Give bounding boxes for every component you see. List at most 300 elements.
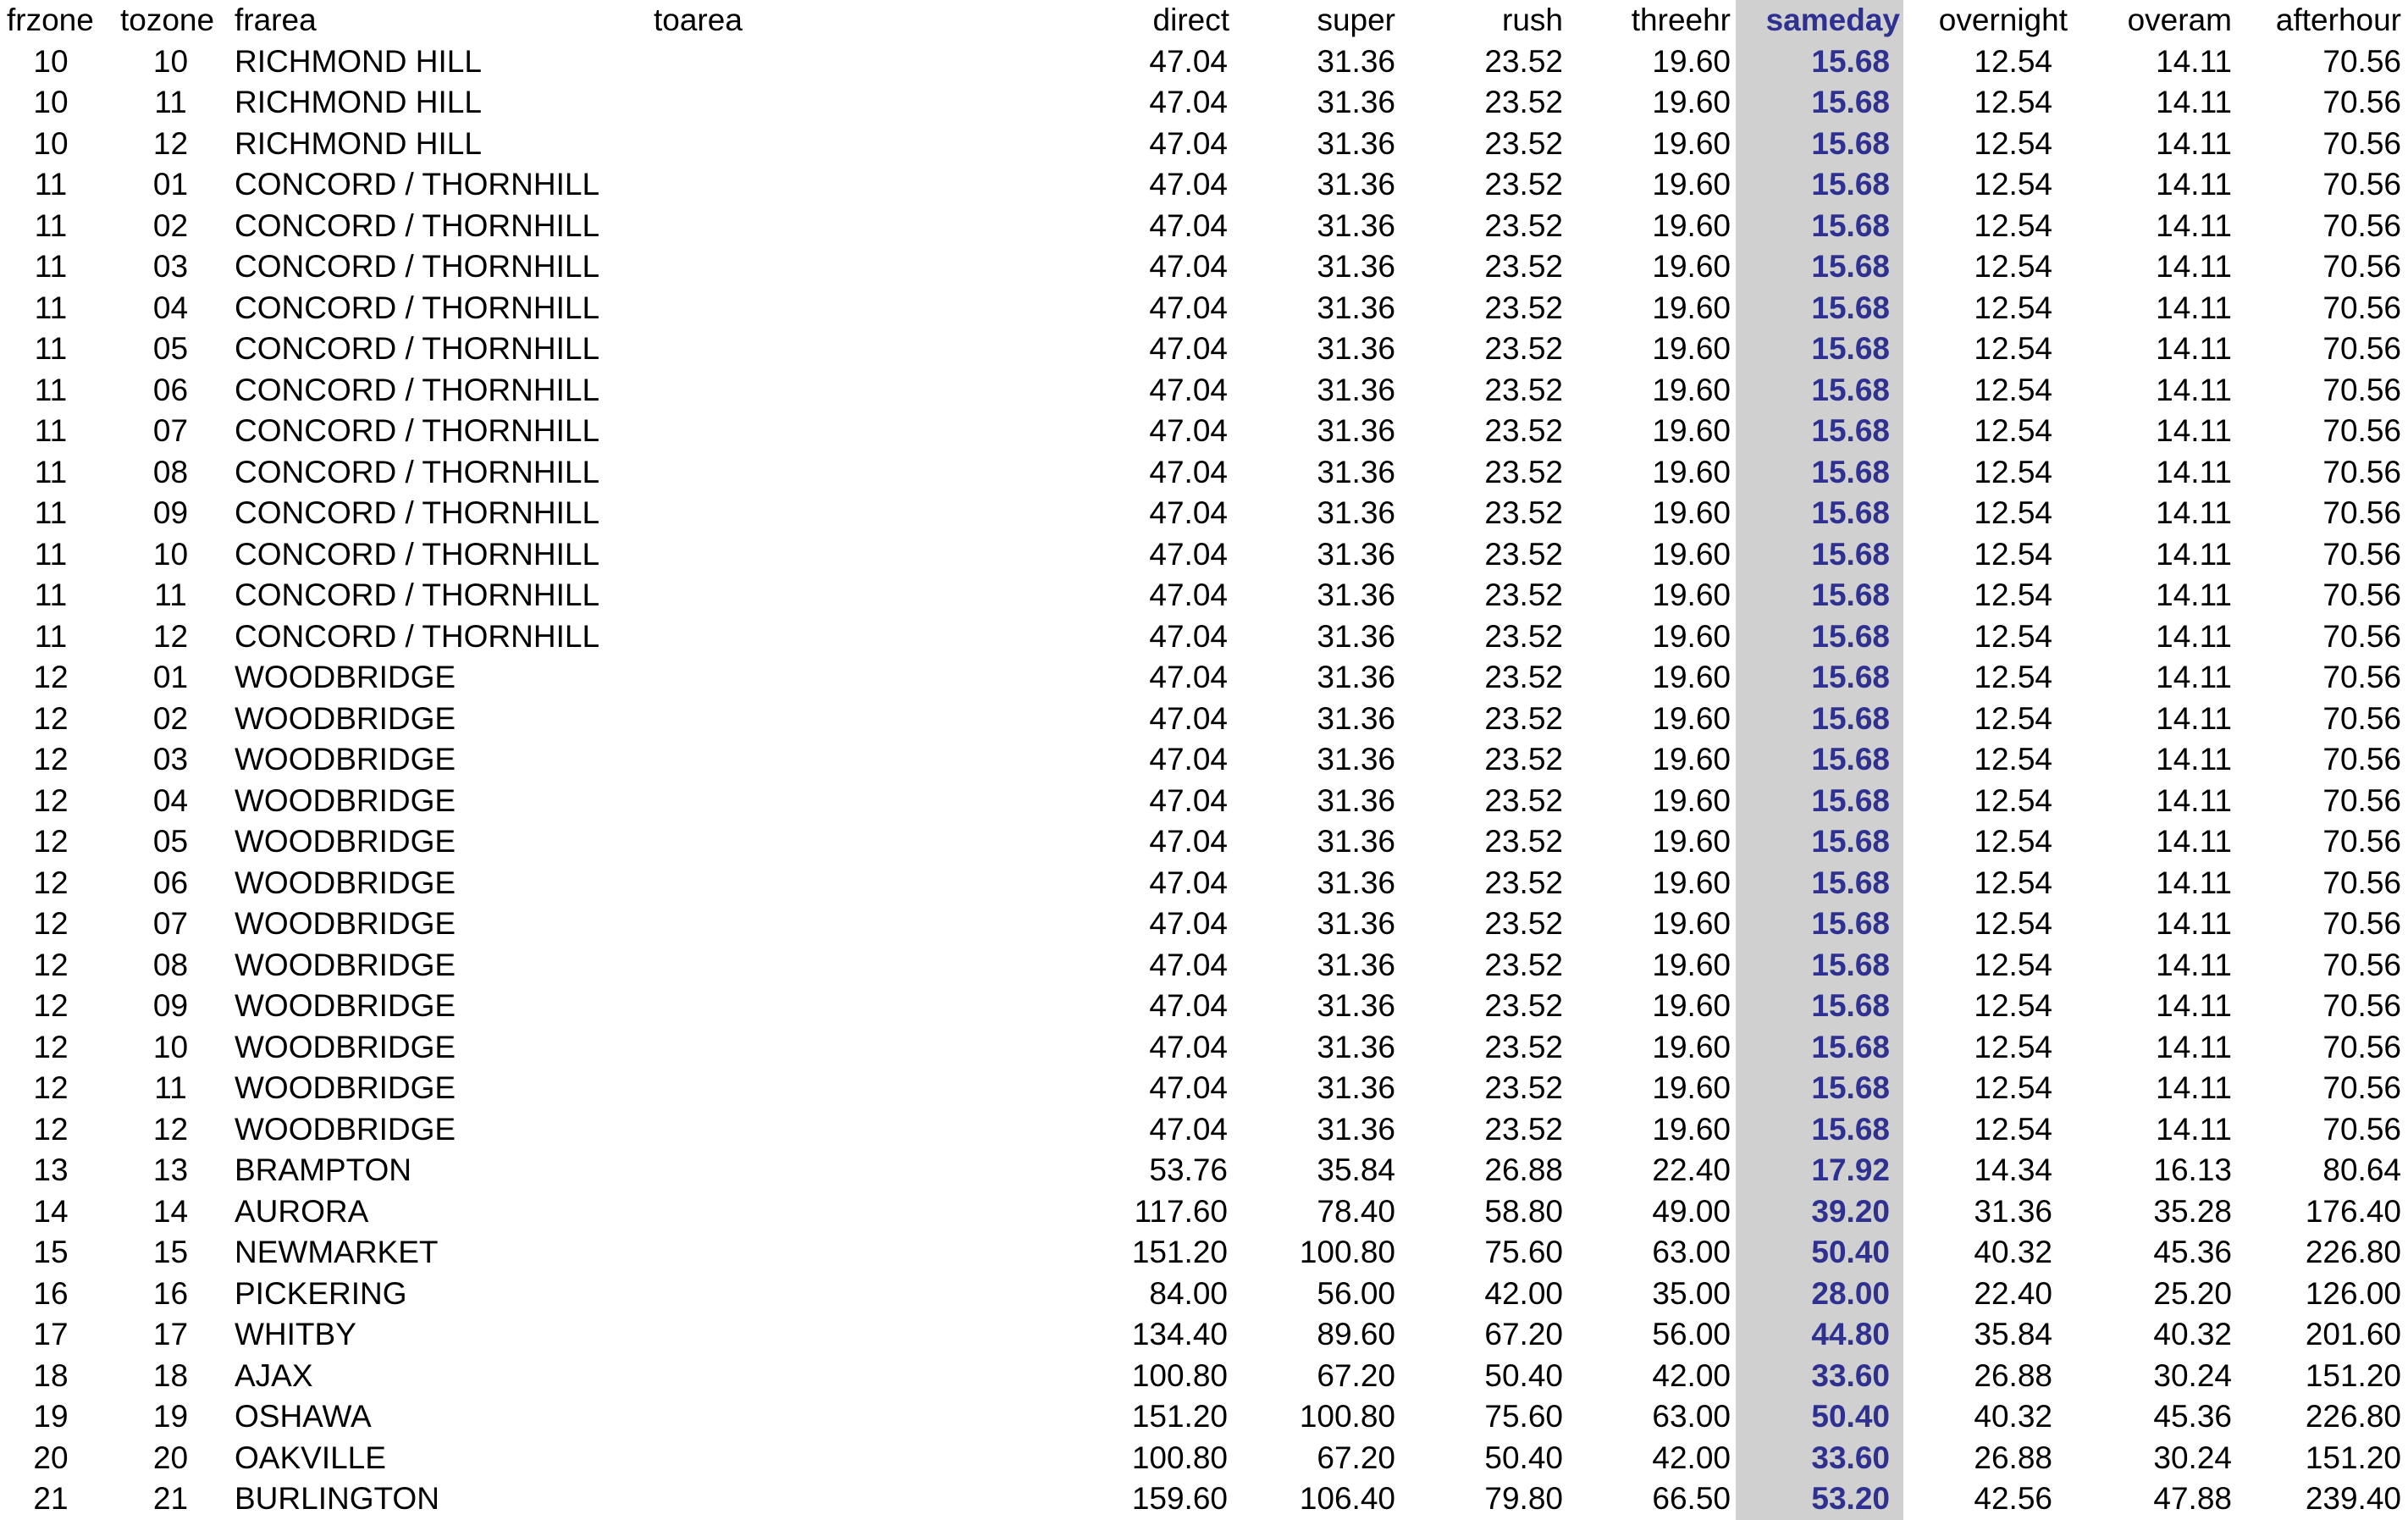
cell-overnight[interactable]: 12.54 — [1974, 1070, 2052, 1105]
cell-direct[interactable]: 47.04 — [1149, 85, 1228, 119]
cell-sameday[interactable]: 39.20 — [1811, 1193, 1890, 1229]
cell-tozone[interactable]: 12 — [152, 1111, 189, 1147]
cell-tozone[interactable]: 11 — [154, 578, 187, 612]
cell-frarea[interactable]: CONCORD / THORNHILL — [235, 413, 600, 448]
cell-super[interactable]: 67.20 — [1317, 1357, 1395, 1393]
cell-afterhour[interactable]: 239.40 — [2305, 1481, 2401, 1516]
cell-frzone[interactable]: 12 — [33, 824, 69, 859]
cell-overnight[interactable]: 12.54 — [1974, 331, 2052, 366]
cell-threehr[interactable]: 19.60 — [1652, 660, 1731, 694]
cell-direct[interactable]: 134.40 — [1131, 1317, 1228, 1351]
cell-frzone[interactable]: 12 — [33, 1029, 69, 1064]
cell-rush[interactable]: 79.80 — [1484, 1481, 1563, 1516]
cell-overnight[interactable]: 12.54 — [1974, 660, 2052, 694]
cell-overnight[interactable]: 12.54 — [1974, 782, 2052, 818]
cell-rush[interactable]: 23.52 — [1484, 700, 1563, 736]
cell-frarea[interactable]: CONCORD / THORNHILL — [235, 249, 600, 284]
cell-overam[interactable]: 45.36 — [2153, 1399, 2232, 1434]
cell-super[interactable]: 100.80 — [1299, 1235, 1395, 1269]
cell-overam[interactable]: 16.13 — [2153, 1152, 2232, 1187]
cell-toarea[interactable] — [654, 452, 1060, 494]
cell-threehr[interactable]: 42.00 — [1652, 1440, 1731, 1475]
cell-super[interactable]: 78.40 — [1317, 1193, 1395, 1229]
cell-overnight[interactable]: 12.54 — [1974, 988, 2052, 1023]
cell-threehr[interactable]: 19.60 — [1652, 43, 1731, 79]
cell-tozone[interactable]: 11 — [154, 85, 187, 119]
cell-frzone[interactable]: 17 — [33, 1317, 69, 1351]
cell-overnight[interactable]: 12.54 — [1974, 167, 2052, 202]
cell-overam[interactable]: 35.28 — [2153, 1193, 2232, 1229]
cell-frarea[interactable]: WOODBRIDGE — [235, 1029, 456, 1064]
cell-sameday[interactable]: 15.68 — [1811, 43, 1890, 79]
cell-tozone[interactable]: 10 — [152, 1029, 189, 1064]
cell-threehr[interactable]: 19.60 — [1652, 413, 1731, 448]
cell-overam[interactable]: 14.11 — [2156, 742, 2232, 777]
cell-frzone[interactable]: 10 — [33, 125, 69, 161]
cell-rush[interactable]: 23.52 — [1484, 85, 1563, 119]
cell-direct[interactable]: 47.04 — [1149, 1111, 1228, 1147]
cell-overam[interactable]: 14.11 — [2156, 413, 2232, 448]
cell-frarea[interactable]: CONCORD / THORNHILL — [235, 167, 600, 202]
cell-tozone[interactable]: 10 — [152, 536, 189, 572]
cell-frarea[interactable]: PICKERING — [235, 1275, 407, 1311]
cell-frarea[interactable]: WOODBRIDGE — [235, 660, 456, 694]
cell-overam[interactable]: 14.11 — [2156, 660, 2232, 694]
cell-direct[interactable]: 47.04 — [1149, 454, 1228, 489]
cell-super[interactable]: 31.36 — [1317, 782, 1395, 818]
cell-frzone[interactable]: 11 — [34, 331, 68, 366]
cell-frzone[interactable]: 12 — [33, 660, 69, 694]
cell-tozone[interactable]: 06 — [152, 865, 189, 900]
cell-direct[interactable]: 47.04 — [1149, 331, 1228, 366]
cell-overam[interactable]: 14.11 — [2156, 43, 2232, 79]
cell-sameday[interactable]: 15.68 — [1811, 125, 1890, 161]
cell-rush[interactable]: 23.52 — [1484, 660, 1563, 694]
cell-afterhour[interactable]: 70.56 — [2322, 947, 2401, 982]
cell-direct[interactable]: 47.04 — [1149, 618, 1228, 654]
cell-direct[interactable]: 47.04 — [1149, 947, 1228, 982]
cell-afterhour[interactable]: 70.56 — [2322, 43, 2401, 79]
cell-frzone[interactable]: 19 — [33, 1399, 69, 1434]
header-threehr[interactable]: threehr — [1631, 3, 1731, 37]
cell-overam[interactable]: 14.11 — [2156, 167, 2232, 202]
cell-rush[interactable]: 23.52 — [1484, 125, 1563, 161]
cell-frarea[interactable]: CONCORD / THORNHILL — [235, 207, 600, 243]
cell-afterhour[interactable]: 70.56 — [2322, 578, 2401, 612]
cell-frarea[interactable]: WOODBRIDGE — [235, 1111, 456, 1147]
cell-frarea[interactable]: WOODBRIDGE — [235, 988, 456, 1023]
cell-sameday[interactable]: 15.68 — [1811, 782, 1890, 818]
cell-frarea[interactable]: WOODBRIDGE — [235, 824, 456, 859]
cell-overnight[interactable]: 12.54 — [1974, 536, 2052, 572]
cell-overnight[interactable]: 12.54 — [1974, 947, 2052, 982]
cell-frzone[interactable]: 11 — [34, 454, 68, 489]
cell-sameday[interactable]: 15.68 — [1811, 865, 1890, 900]
cell-toarea[interactable] — [654, 863, 1060, 904]
cell-overnight[interactable]: 12.54 — [1974, 578, 2052, 612]
cell-super[interactable]: 106.40 — [1299, 1481, 1395, 1516]
cell-rush[interactable]: 23.52 — [1484, 167, 1563, 202]
cell-overnight[interactable]: 35.84 — [1974, 1317, 2052, 1351]
cell-threehr[interactable]: 19.60 — [1652, 947, 1731, 982]
cell-overam[interactable]: 14.11 — [2156, 824, 2232, 859]
cell-direct[interactable]: 47.04 — [1149, 988, 1228, 1023]
cell-super[interactable]: 31.36 — [1317, 906, 1395, 941]
cell-overnight[interactable]: 12.54 — [1974, 700, 2052, 736]
cell-threehr[interactable]: 19.60 — [1652, 249, 1731, 284]
cell-tozone[interactable]: 12 — [152, 125, 189, 161]
cell-direct[interactable]: 47.04 — [1149, 1070, 1228, 1105]
cell-tozone[interactable]: 16 — [152, 1275, 189, 1311]
cell-toarea[interactable] — [654, 1150, 1060, 1191]
cell-overnight[interactable]: 12.54 — [1974, 824, 2052, 859]
cell-super[interactable]: 31.36 — [1317, 618, 1395, 654]
cell-toarea[interactable] — [654, 1479, 1060, 1520]
cell-tozone[interactable]: 08 — [152, 454, 189, 489]
cell-afterhour[interactable]: 70.56 — [2322, 865, 2401, 900]
cell-tozone[interactable]: 15 — [152, 1235, 189, 1269]
cell-sameday[interactable]: 15.68 — [1811, 290, 1890, 325]
cell-overam[interactable]: 14.11 — [2156, 906, 2232, 941]
cell-rush[interactable]: 23.52 — [1484, 207, 1563, 243]
cell-direct[interactable]: 53.76 — [1149, 1152, 1228, 1187]
cell-direct[interactable]: 117.60 — [1134, 1193, 1228, 1229]
cell-tozone[interactable]: 21 — [152, 1481, 189, 1516]
cell-tozone[interactable]: 05 — [152, 824, 189, 859]
cell-overnight[interactable]: 12.54 — [1974, 207, 2052, 243]
cell-direct[interactable]: 47.04 — [1149, 372, 1228, 407]
header-rush[interactable]: rush — [1502, 3, 1563, 37]
cell-afterhour[interactable]: 151.20 — [2305, 1440, 2401, 1475]
cell-threehr[interactable]: 19.60 — [1652, 207, 1731, 243]
cell-overam[interactable]: 14.11 — [2156, 947, 2232, 982]
cell-frarea[interactable]: BURLINGTON — [235, 1481, 439, 1516]
cell-afterhour[interactable]: 70.56 — [2322, 413, 2401, 448]
cell-direct[interactable]: 47.04 — [1149, 167, 1228, 202]
cell-frarea[interactable]: WOODBRIDGE — [235, 742, 456, 777]
cell-rush[interactable]: 23.52 — [1484, 865, 1563, 900]
cell-overam[interactable]: 14.11 — [2156, 1029, 2232, 1064]
cell-threehr[interactable]: 19.60 — [1652, 988, 1731, 1023]
cell-threehr[interactable]: 42.00 — [1652, 1357, 1731, 1393]
cell-threehr[interactable]: 19.60 — [1652, 125, 1731, 161]
cell-tozone[interactable]: 09 — [152, 495, 189, 530]
header-frarea[interactable]: frarea — [235, 3, 317, 37]
cell-tozone[interactable]: 12 — [152, 618, 189, 654]
cell-threehr[interactable]: 19.60 — [1652, 700, 1731, 736]
cell-direct[interactable]: 47.04 — [1149, 249, 1228, 284]
cell-rush[interactable]: 23.52 — [1484, 988, 1563, 1023]
cell-toarea[interactable] — [654, 493, 1060, 534]
cell-tozone[interactable]: 19 — [152, 1399, 189, 1434]
cell-direct[interactable]: 47.04 — [1149, 906, 1228, 941]
cell-direct[interactable]: 84.00 — [1149, 1275, 1228, 1311]
cell-afterhour[interactable]: 176.40 — [2305, 1193, 2401, 1229]
cell-frzone[interactable]: 11 — [34, 290, 68, 325]
cell-toarea[interactable] — [654, 781, 1060, 822]
cell-rush[interactable]: 58.80 — [1484, 1193, 1563, 1229]
cell-toarea[interactable] — [654, 1027, 1060, 1069]
cell-afterhour[interactable]: 80.64 — [2322, 1152, 2401, 1187]
cell-overnight[interactable]: 12.54 — [1974, 43, 2052, 79]
cell-frzone[interactable]: 18 — [33, 1357, 69, 1393]
cell-afterhour[interactable]: 201.60 — [2305, 1317, 2401, 1351]
cell-afterhour[interactable]: 70.56 — [2322, 1070, 2401, 1105]
cell-frzone[interactable]: 12 — [33, 865, 69, 900]
cell-direct[interactable]: 47.04 — [1149, 413, 1228, 448]
cell-threehr[interactable]: 19.60 — [1652, 372, 1731, 407]
cell-toarea[interactable] — [654, 206, 1060, 247]
cell-sameday[interactable]: 15.68 — [1811, 249, 1890, 284]
cell-frzone[interactable]: 10 — [33, 85, 69, 119]
cell-afterhour[interactable]: 70.56 — [2322, 125, 2401, 161]
cell-super[interactable]: 31.36 — [1317, 742, 1395, 777]
cell-sameday[interactable]: 28.00 — [1811, 1275, 1890, 1311]
cell-frzone[interactable]: 12 — [33, 700, 69, 736]
cell-frarea[interactable]: CONCORD / THORNHILL — [235, 454, 600, 489]
cell-rush[interactable]: 75.60 — [1484, 1399, 1563, 1434]
cell-direct[interactable]: 100.80 — [1131, 1440, 1228, 1475]
cell-super[interactable]: 100.80 — [1299, 1399, 1395, 1434]
cell-afterhour[interactable]: 70.56 — [2322, 167, 2401, 202]
cell-frarea[interactable]: CONCORD / THORNHILL — [235, 290, 600, 325]
cell-frzone[interactable]: 11 — [34, 413, 68, 448]
cell-rush[interactable]: 23.52 — [1484, 43, 1563, 79]
cell-super[interactable]: 67.20 — [1317, 1440, 1395, 1475]
cell-super[interactable]: 31.36 — [1317, 495, 1395, 530]
cell-afterhour[interactable]: 70.56 — [2322, 290, 2401, 325]
cell-overnight[interactable]: 40.32 — [1974, 1235, 2052, 1269]
cell-direct[interactable]: 47.04 — [1149, 43, 1228, 79]
cell-rush[interactable]: 23.52 — [1484, 824, 1563, 859]
cell-overam[interactable]: 30.24 — [2153, 1357, 2232, 1393]
cell-sameday[interactable]: 15.68 — [1811, 1029, 1890, 1064]
cell-overnight[interactable]: 22.40 — [1974, 1275, 2052, 1311]
cell-sameday[interactable]: 15.68 — [1811, 1111, 1890, 1147]
cell-afterhour[interactable]: 70.56 — [2322, 824, 2401, 859]
cell-sameday[interactable]: 50.40 — [1811, 1235, 1890, 1269]
cell-threehr[interactable]: 66.50 — [1652, 1481, 1731, 1516]
cell-overam[interactable]: 14.11 — [2156, 700, 2232, 736]
cell-frarea[interactable]: CONCORD / THORNHILL — [235, 372, 600, 407]
cell-overnight[interactable]: 40.32 — [1974, 1399, 2052, 1434]
cell-overam[interactable]: 14.11 — [2156, 125, 2232, 161]
cell-tozone[interactable]: 13 — [152, 1152, 189, 1187]
cell-frarea[interactable]: WOODBRIDGE — [235, 906, 456, 941]
cell-overam[interactable]: 47.88 — [2153, 1481, 2232, 1516]
cell-frzone[interactable]: 13 — [33, 1152, 69, 1187]
cell-super[interactable]: 31.36 — [1317, 1029, 1395, 1064]
cell-frarea[interactable]: OAKVILLE — [235, 1440, 386, 1475]
cell-super[interactable]: 31.36 — [1317, 85, 1395, 119]
cell-sameday[interactable]: 33.60 — [1811, 1357, 1890, 1393]
cell-tozone[interactable]: 01 — [152, 660, 189, 694]
cell-sameday[interactable]: 15.68 — [1811, 618, 1890, 654]
cell-toarea[interactable] — [654, 1314, 1060, 1356]
cell-overam[interactable]: 14.11 — [2156, 372, 2232, 407]
cell-toarea[interactable] — [654, 657, 1060, 699]
cell-frarea[interactable]: BRAMPTON — [235, 1152, 412, 1187]
cell-toarea[interactable] — [654, 1274, 1060, 1315]
cell-afterhour[interactable]: 70.56 — [2322, 742, 2401, 777]
cell-overam[interactable]: 25.20 — [2153, 1275, 2232, 1311]
cell-toarea[interactable] — [654, 821, 1060, 863]
cell-frarea[interactable]: WHITBY — [235, 1317, 356, 1351]
cell-super[interactable]: 31.36 — [1317, 1111, 1395, 1147]
cell-super[interactable]: 31.36 — [1317, 536, 1395, 572]
cell-super[interactable]: 31.36 — [1317, 249, 1395, 284]
cell-frzone[interactable]: 11 — [34, 536, 68, 572]
cell-rush[interactable]: 67.20 — [1484, 1317, 1563, 1351]
cell-afterhour[interactable]: 70.56 — [2322, 1029, 2401, 1064]
cell-rush[interactable]: 26.88 — [1484, 1152, 1563, 1187]
cell-overnight[interactable]: 12.54 — [1974, 85, 2052, 119]
cell-frzone[interactable]: 16 — [33, 1275, 69, 1311]
cell-overam[interactable]: 14.11 — [2156, 85, 2232, 119]
cell-sameday[interactable]: 33.60 — [1811, 1440, 1890, 1475]
cell-toarea[interactable] — [654, 288, 1060, 329]
cell-overam[interactable]: 30.24 — [2153, 1440, 2232, 1475]
cell-super[interactable]: 89.60 — [1317, 1317, 1395, 1351]
cell-afterhour[interactable]: 70.56 — [2322, 85, 2401, 119]
cell-overam[interactable]: 14.11 — [2156, 454, 2232, 489]
cell-toarea[interactable] — [654, 1396, 1060, 1438]
cell-tozone[interactable]: 06 — [152, 372, 189, 407]
cell-direct[interactable]: 47.04 — [1149, 536, 1228, 572]
cell-direct[interactable]: 47.04 — [1149, 495, 1228, 530]
cell-sameday[interactable]: 15.68 — [1811, 536, 1890, 572]
cell-super[interactable]: 31.36 — [1317, 413, 1395, 448]
cell-sameday[interactable]: 15.68 — [1811, 413, 1890, 448]
cell-frarea[interactable]: WOODBRIDGE — [235, 947, 456, 982]
cell-super[interactable]: 31.36 — [1317, 167, 1395, 202]
cell-overnight[interactable]: 31.36 — [1974, 1193, 2052, 1229]
cell-frzone[interactable]: 20 — [33, 1440, 69, 1475]
cell-super[interactable]: 31.36 — [1317, 824, 1395, 859]
cell-afterhour[interactable]: 70.56 — [2322, 207, 2401, 243]
cell-overam[interactable]: 14.11 — [2156, 988, 2232, 1023]
cell-frzone[interactable]: 14 — [33, 1193, 69, 1229]
cell-threehr[interactable]: 19.60 — [1652, 1070, 1731, 1105]
header-frzone[interactable]: frzone — [7, 3, 94, 37]
cell-super[interactable]: 35.84 — [1317, 1152, 1395, 1187]
cell-super[interactable]: 31.36 — [1317, 865, 1395, 900]
cell-tozone[interactable]: 18 — [152, 1357, 189, 1393]
cell-toarea[interactable] — [654, 164, 1060, 206]
cell-overam[interactable]: 14.11 — [2156, 536, 2232, 572]
cell-tozone[interactable]: 05 — [152, 331, 189, 366]
cell-direct[interactable]: 47.04 — [1149, 207, 1228, 243]
cell-tozone[interactable]: 14 — [152, 1193, 189, 1229]
cell-toarea[interactable] — [654, 411, 1060, 452]
cell-tozone[interactable]: 07 — [152, 413, 189, 448]
header-overnight[interactable]: overnight — [1938, 3, 2068, 37]
cell-sameday[interactable]: 15.68 — [1811, 85, 1890, 119]
cell-tozone[interactable]: 17 — [152, 1317, 189, 1351]
header-overam[interactable]: overam — [2127, 3, 2232, 37]
cell-afterhour[interactable]: 70.56 — [2322, 700, 2401, 736]
cell-frarea[interactable]: RICHMOND HILL — [235, 43, 482, 79]
cell-afterhour[interactable]: 70.56 — [2322, 988, 2401, 1023]
cell-tozone[interactable]: 03 — [152, 249, 189, 284]
cell-overnight[interactable]: 12.54 — [1974, 495, 2052, 530]
cell-overam[interactable]: 14.11 — [2156, 618, 2232, 654]
cell-toarea[interactable] — [654, 246, 1060, 288]
cell-frarea[interactable]: CONCORD / THORNHILL — [235, 331, 600, 366]
cell-afterhour[interactable]: 70.56 — [2322, 660, 2401, 694]
cell-overam[interactable]: 14.11 — [2156, 1111, 2232, 1147]
cell-frarea[interactable]: AURORA — [235, 1193, 369, 1229]
cell-rush[interactable]: 42.00 — [1484, 1275, 1563, 1311]
cell-frzone[interactable]: 10 — [33, 43, 69, 79]
cell-toarea[interactable] — [654, 82, 1060, 124]
cell-overnight[interactable]: 12.54 — [1974, 454, 2052, 489]
cell-rush[interactable]: 23.52 — [1484, 331, 1563, 366]
cell-overnight[interactable]: 26.88 — [1974, 1440, 2052, 1475]
cell-tozone[interactable]: 02 — [152, 207, 189, 243]
cell-toarea[interactable] — [654, 1109, 1060, 1151]
cell-afterhour[interactable]: 70.56 — [2322, 618, 2401, 654]
cell-super[interactable]: 31.36 — [1317, 207, 1395, 243]
cell-rush[interactable]: 23.52 — [1484, 906, 1563, 941]
cell-frarea[interactable]: WOODBRIDGE — [235, 1070, 456, 1105]
cell-tozone[interactable]: 10 — [152, 43, 189, 79]
cell-afterhour[interactable]: 226.80 — [2305, 1399, 2401, 1434]
cell-frarea[interactable]: WOODBRIDGE — [235, 782, 456, 818]
cell-super[interactable]: 31.36 — [1317, 988, 1395, 1023]
cell-threehr[interactable]: 19.60 — [1652, 742, 1731, 777]
cell-rush[interactable]: 23.52 — [1484, 495, 1563, 530]
cell-frzone[interactable]: 12 — [33, 782, 69, 818]
cell-threehr[interactable]: 19.60 — [1652, 167, 1731, 202]
cell-sameday[interactable]: 15.68 — [1811, 1070, 1890, 1105]
cell-direct[interactable]: 47.04 — [1149, 578, 1228, 612]
cell-toarea[interactable] — [654, 739, 1060, 781]
cell-rush[interactable]: 23.52 — [1484, 1029, 1563, 1064]
cell-sameday[interactable]: 15.68 — [1811, 988, 1890, 1023]
cell-afterhour[interactable]: 70.56 — [2322, 782, 2401, 818]
cell-frzone[interactable]: 11 — [34, 207, 68, 243]
cell-tozone[interactable]: 11 — [154, 1070, 187, 1105]
cell-frzone[interactable]: 11 — [34, 372, 68, 407]
cell-threehr[interactable]: 19.60 — [1652, 290, 1731, 325]
cell-frarea[interactable]: WOODBRIDGE — [235, 700, 456, 736]
cell-threehr[interactable]: 19.60 — [1652, 331, 1731, 366]
cell-overnight[interactable]: 12.54 — [1974, 249, 2052, 284]
cell-overnight[interactable]: 12.54 — [1974, 742, 2052, 777]
cell-direct[interactable]: 159.60 — [1131, 1481, 1228, 1516]
cell-sameday[interactable]: 53.20 — [1811, 1481, 1890, 1516]
cell-afterhour[interactable]: 70.56 — [2322, 331, 2401, 366]
cell-threehr[interactable]: 56.00 — [1652, 1317, 1731, 1351]
cell-frarea[interactable]: CONCORD / THORNHILL — [235, 578, 600, 612]
cell-rush[interactable]: 23.52 — [1484, 372, 1563, 407]
header-super[interactable]: super — [1317, 3, 1395, 37]
cell-frzone[interactable]: 12 — [33, 947, 69, 982]
cell-direct[interactable]: 47.04 — [1149, 782, 1228, 818]
cell-rush[interactable]: 23.52 — [1484, 290, 1563, 325]
cell-toarea[interactable] — [654, 575, 1060, 616]
cell-direct[interactable]: 47.04 — [1149, 700, 1228, 736]
cell-overam[interactable]: 14.11 — [2156, 782, 2232, 818]
cell-direct[interactable]: 151.20 — [1131, 1399, 1228, 1434]
cell-threehr[interactable]: 49.00 — [1652, 1193, 1731, 1229]
cell-threehr[interactable]: 19.60 — [1652, 536, 1731, 572]
cell-toarea[interactable] — [654, 904, 1060, 945]
cell-super[interactable]: 31.36 — [1317, 125, 1395, 161]
cell-direct[interactable]: 100.80 — [1131, 1357, 1228, 1393]
cell-sameday[interactable]: 15.68 — [1811, 742, 1890, 777]
